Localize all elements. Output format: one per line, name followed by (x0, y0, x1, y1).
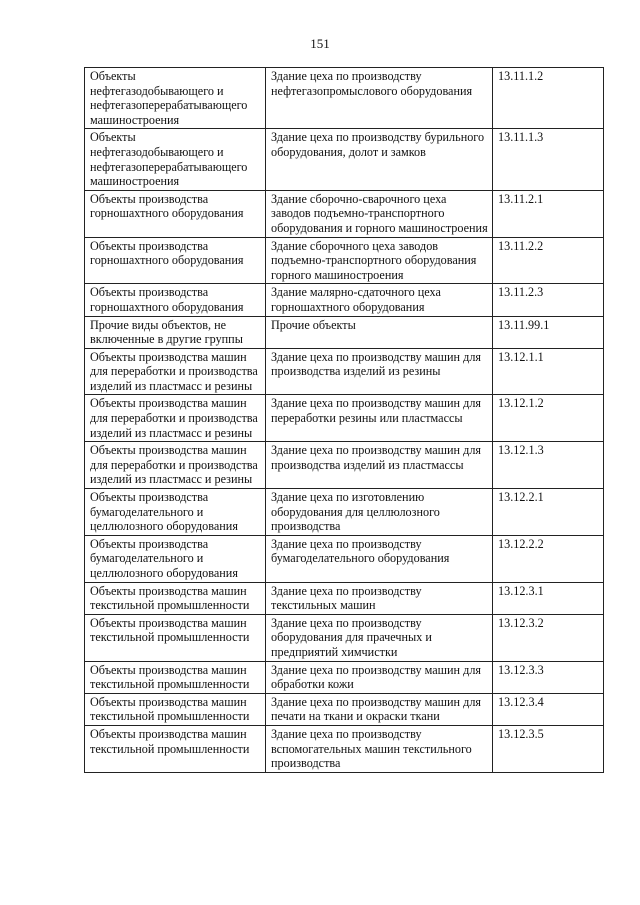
building-description-cell: Здание цеха по производству текстильных машин (266, 582, 493, 614)
object-type-cell: Объекты производства бумагоделательного и целлюлозного оборудования (85, 489, 266, 536)
table-row (85, 237, 604, 284)
classification-code-cell: 13.11.1.3 (493, 129, 604, 190)
table-row (85, 190, 604, 237)
classification-code-cell: 13.11.2.1 (493, 190, 604, 237)
object-type-cell: Объекты производства машин для переработки и производства изделий из пластмасс и резины (85, 442, 266, 489)
page-number: 151 (310, 36, 330, 51)
classification-code-cell: 13.12.3.4 (493, 693, 604, 725)
classification-code-cell: 13.12.1.3 (493, 442, 604, 489)
object-type-cell: Объекты производства машин для переработки и производства изделий из пластмасс и резины (85, 395, 266, 442)
building-description-cell: Здание сборочного цеха заводов подъемно-транспортного оборудования горного машиностроения (266, 237, 493, 284)
table-row (85, 693, 604, 725)
classification-table (84, 67, 604, 773)
building-description-cell: Здание цеха по производству машин для производства изделий из пластмассы (266, 442, 493, 489)
table-row (85, 535, 604, 582)
object-type-cell: Объекты нефтегазодобывающего и нефтегазоперерабатывающего машиностроения (85, 129, 266, 190)
building-description-cell: Здание малярно-сдаточного цеха горношахтного оборудования (266, 284, 493, 316)
classification-code-cell: 13.11.2.2 (493, 237, 604, 284)
classification-code-cell: 13.12.1.2 (493, 395, 604, 442)
object-type-cell: Прочие виды объектов, не включенные в другие группы (85, 316, 266, 348)
classification-code-cell: 13.12.2.1 (493, 489, 604, 536)
building-description-cell: Здание цеха по производству нефтегазопромыслового оборудования (266, 68, 493, 129)
classification-code-cell: 13.12.3.5 (493, 725, 604, 772)
building-description-cell: Здание цеха по производству машин для обработки кожи (266, 661, 493, 693)
classification-code-cell: 13.12.1.1 (493, 348, 604, 395)
object-type-cell: Объекты производства горношахтного оборудования (85, 237, 266, 284)
object-type-cell: Объекты производства машин для переработки и производства изделий из пластмасс и резины (85, 348, 266, 395)
table-body (85, 68, 604, 773)
building-description-cell: Здание цеха по производству машин для производства изделий из резины (266, 348, 493, 395)
table-row (85, 725, 604, 772)
table-row (85, 614, 604, 661)
table-row (85, 489, 604, 536)
object-type-cell: Объекты производства машин текстильной промышленности (85, 661, 266, 693)
table-row (85, 129, 604, 190)
object-type-cell: Объекты производства бумагоделательного и целлюлозного оборудования (85, 535, 266, 582)
building-description-cell: Здание цеха по производству машин для печати на ткани и окраски ткани (266, 693, 493, 725)
object-type-cell: Объекты нефтегазодобывающего и нефтегазоперерабатывающего машиностроения (85, 68, 266, 129)
table-row (85, 68, 604, 129)
object-type-cell: Объекты производства машин текстильной промышленности (85, 693, 266, 725)
building-description-cell: Прочие объекты (266, 316, 493, 348)
object-type-cell: Объекты производства машин текстильной промышленности (85, 725, 266, 772)
object-type-cell: Объекты производства машин текстильной промышленности (85, 614, 266, 661)
table-row (85, 661, 604, 693)
classification-code-cell: 13.12.3.2 (493, 614, 604, 661)
classification-code-cell: 13.11.2.3 (493, 284, 604, 316)
table-row (85, 316, 604, 348)
classification-code-cell: 13.12.3.1 (493, 582, 604, 614)
table-row (85, 395, 604, 442)
object-type-cell: Объекты производства горношахтного оборудования (85, 190, 266, 237)
classification-code-cell: 13.11.99.1 (493, 316, 604, 348)
building-description-cell: Здание цеха по изготовлению оборудования для целлюлозного производства (266, 489, 493, 536)
building-description-cell: Здание цеха по производству бурильного оборудования, долот и замков (266, 129, 493, 190)
building-description-cell: Здание цеха по производству бумагоделательного оборудования (266, 535, 493, 582)
table-row (85, 348, 604, 395)
table-row (85, 442, 604, 489)
classification-code-cell: 13.12.2.2 (493, 535, 604, 582)
building-description-cell: Здание цеха по производству вспомогательных машин текстильного производства (266, 725, 493, 772)
object-type-cell: Объекты производства горношахтного оборудования (85, 284, 266, 316)
building-description-cell: Здание цеха по производству машин для переработки резины или пластмассы (266, 395, 493, 442)
classification-code-cell: 13.11.1.2 (493, 68, 604, 129)
table-row (85, 582, 604, 614)
classification-code-cell: 13.12.3.3 (493, 661, 604, 693)
building-description-cell: Здание сборочно-сварочного цеха заводов подъемно-транспортного оборудования и горного машиностроения (266, 190, 493, 237)
table-row (85, 284, 604, 316)
building-description-cell: Здание цеха по производству оборудования для прачечных и предприятий химчистки (266, 614, 493, 661)
object-type-cell: Объекты производства машин текстильной промышленности (85, 582, 266, 614)
